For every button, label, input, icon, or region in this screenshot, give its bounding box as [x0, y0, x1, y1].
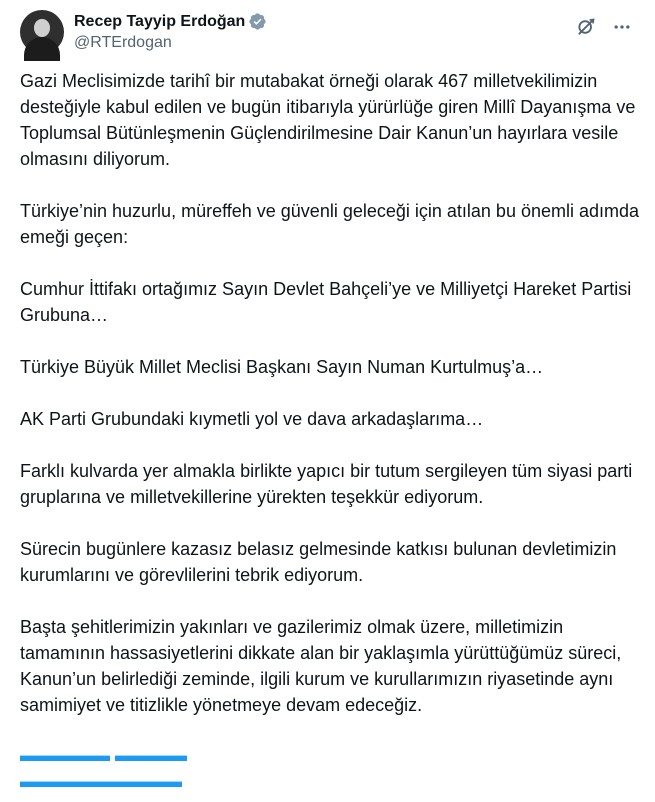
tweet-header	[20, 10, 639, 54]
more-icon	[612, 17, 632, 37]
truncated-link[interactable]	[20, 745, 320, 791]
tweet-paragraph: Türkiye’nin huzurlu, müreffeh ve güvenli geleceği için atılan bu önemli adımda emeği geçen:	[20, 201, 640, 247]
tweet-paragraph: AK Parti Grubundaki kıymetli yol ve dava arkadaşlarıma…	[20, 409, 484, 429]
avatar-body	[24, 37, 60, 61]
author-names	[74, 12, 267, 53]
avatar[interactable]	[20, 10, 64, 54]
verified-badge-icon	[248, 12, 267, 31]
grok-icon	[576, 17, 596, 37]
tweet-paragraph: Sürecin bugünlere kazasız belasız gelmesinde katkısı bulunan devletimizin kurumlarını ve görevlilerini tebrik ediyorum.	[20, 539, 617, 585]
header-actions	[575, 16, 633, 38]
author-handle[interactable]: @RTErdogan	[74, 33, 172, 51]
tweet-paragraph: Cumhur İttifakı ortağımız Sayın Devlet Bahçeli’ye ve Milliyetçi Hareket Partisi Grubuna…	[20, 279, 632, 325]
avatar-face	[34, 19, 50, 37]
tweet-paragraph: Türkiye Büyük Millet Meclisi Başkanı Sayın Numan Kurtulmuş’a…	[20, 357, 544, 377]
tweet-paragraph: Başta şehitlerimizin yakınları ve gazilerimiz olmak üzere, milletimizin tamamının hassasiyetlerini dikkate alan bir yaklaşımla yürüttüğümüz süreci, Kanun’un belirlediği zeminde, ilgili kurum ve kurullarımızın riyasetinde aynı samimiyet ve titizlikle yönetmeye devam edeceğiz.	[20, 617, 622, 715]
display-name[interactable]: Recep Tayyip Erdoğan	[74, 12, 246, 30]
tweet-paragraph: Farklı kulvarda yer almakla birlikte yapıcı bir tutum sergileyen tüm siyasi parti gruplarına ve milletvekillerine yürekten teşekkür ediyorum.	[20, 461, 633, 507]
truncated-link-shape: ▬▬▬▬▬ ▬▬▬▬ ▬▬▬▬▬▬▬▬▬	[20, 745, 188, 791]
grok-button[interactable]	[575, 16, 597, 38]
more-button[interactable]	[611, 16, 633, 38]
name-row	[74, 12, 267, 32]
tweet-paragraph: Gazi Meclisimizde tarihî bir mutabakat örneği olarak 467 milletvekilimizin desteğiyle kabul edilen ve bugün itibarıyla yürürlüğe giren Millî Dayanışma ve Toplumsal Bütünleşmenin Güçlendirilmesine Dair Kanun’un hayırlara vesile olmasını diliyorum.	[20, 71, 636, 169]
tweet-text	[20, 68, 644, 718]
